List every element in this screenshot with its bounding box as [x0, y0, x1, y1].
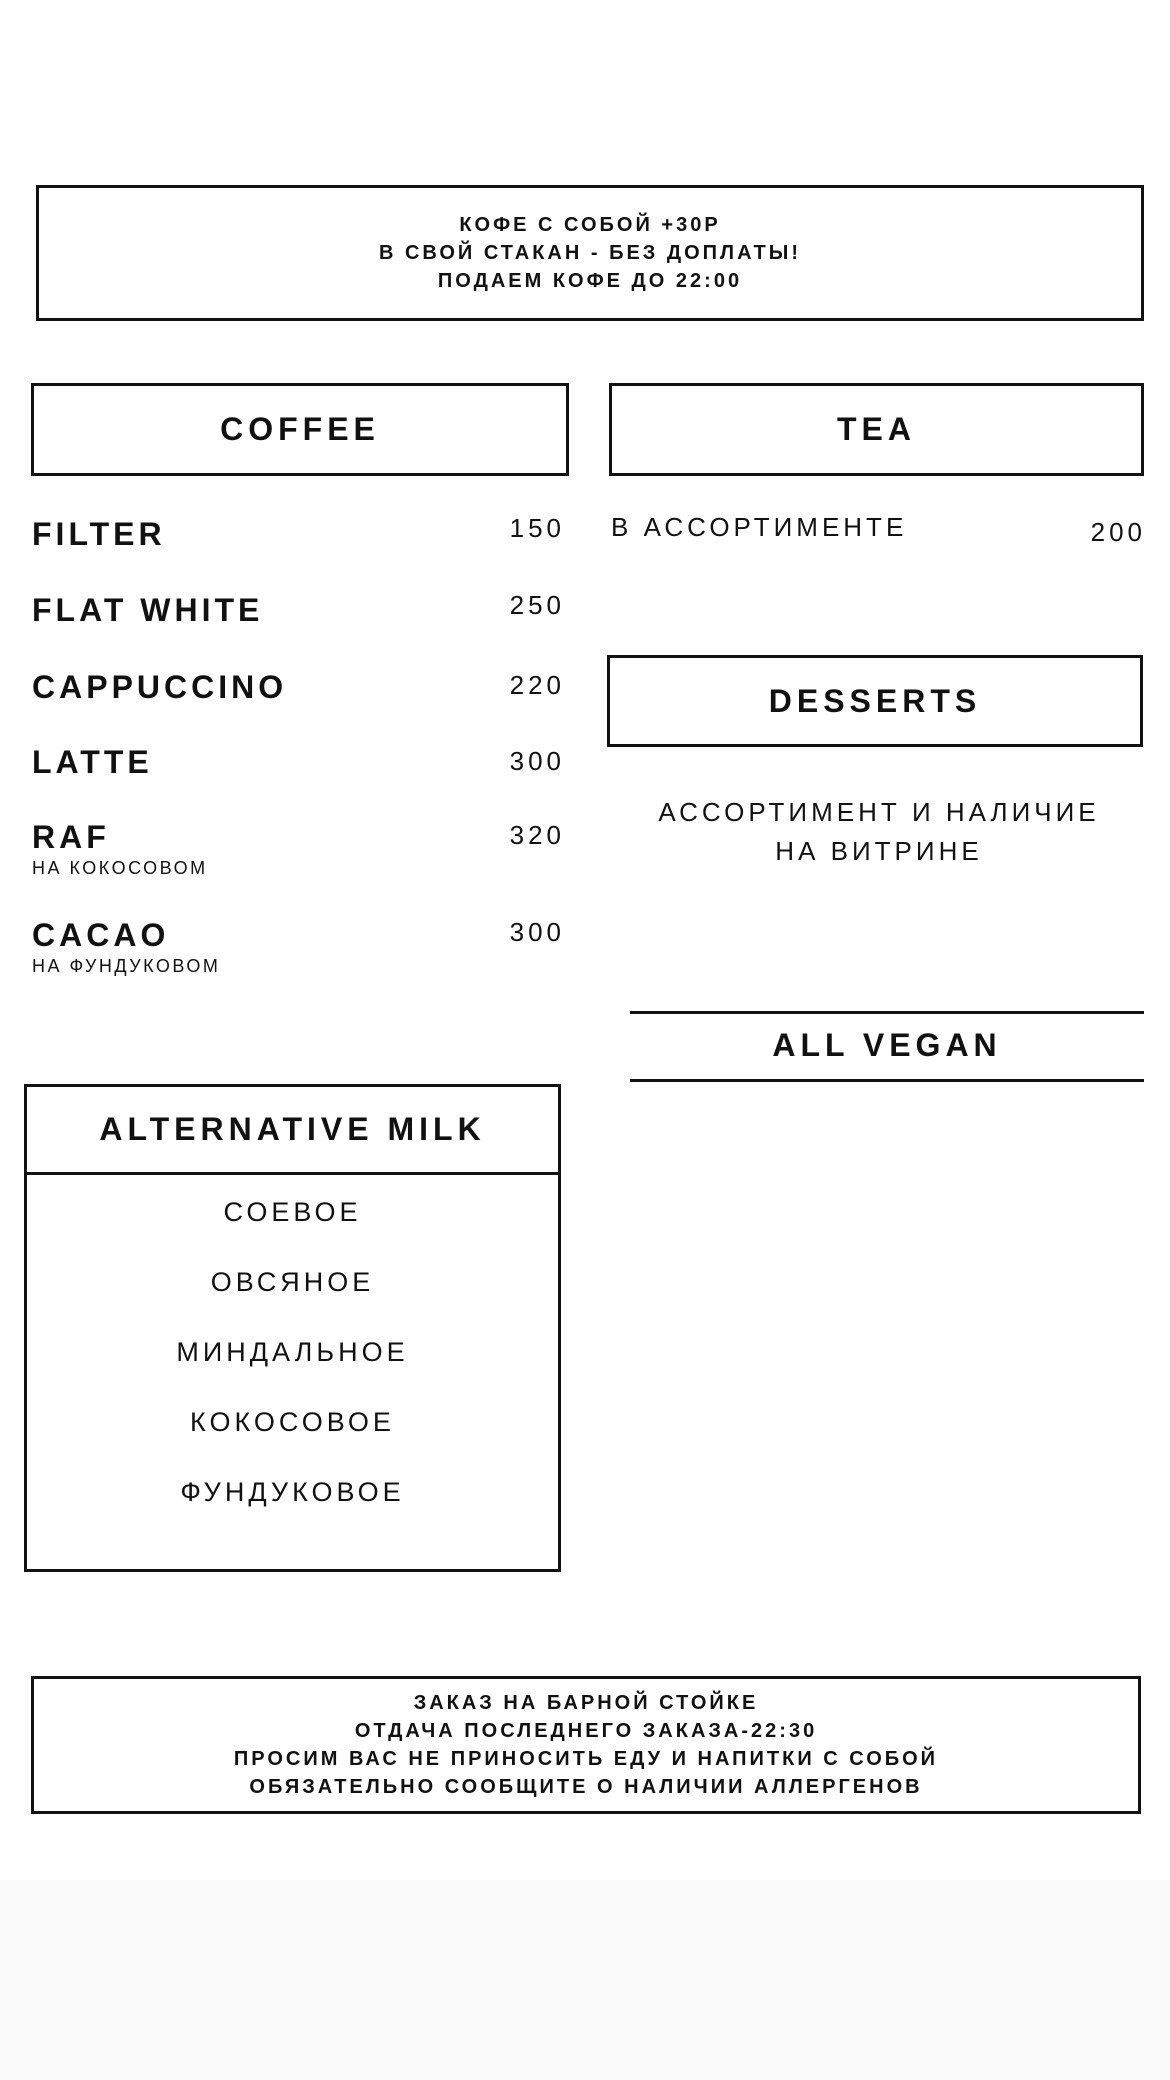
- coffee-item-name: FLAT WHITE: [32, 592, 264, 628]
- coffee-item-name: LATTE: [32, 744, 153, 780]
- tea-heading-box: [609, 383, 1144, 476]
- coffee-item-name: FILTER: [32, 516, 166, 552]
- top-notice-box: [36, 185, 1144, 321]
- coffee-item-price: 250: [509, 590, 565, 620]
- coffee-item-note: НА КОКОСОВОМ: [32, 858, 208, 878]
- alternative-milk-list: [27, 1177, 558, 1527]
- tea-item-price: 200: [1090, 517, 1146, 547]
- coffee-item-price: 220: [509, 670, 565, 700]
- desserts-description-line: АССОРТИМЕНТ И НАЛИЧИЕ: [658, 797, 1100, 827]
- bottom-notice-line: ЗАКАЗ НА БАРНОЙ СТОЙКЕ: [413, 1692, 759, 1714]
- desserts-description-line: НА ВИТРИНЕ: [775, 836, 983, 866]
- top-notice-line: В СВОЙ СТАКАН - БЕЗ ДОПЛАТЫ!: [378, 242, 801, 264]
- milk-option: СОЕВОЕ: [223, 1197, 362, 1227]
- bottom-notice-line: ПРОСИМ ВАС НЕ ПРИНОСИТЬ ЕДУ И НАПИТКИ С СОБОЙ: [233, 1748, 939, 1770]
- milk-option: ФУНДУКОВОЕ: [180, 1477, 405, 1507]
- coffee-item-name: CACAO: [32, 917, 170, 953]
- coffee-item-price: 150: [509, 513, 565, 543]
- bottom-notice-line: ОБЯЗАТЕЛЬНО СООБЩИТЕ О НАЛИЧИИ АЛЛЕРГЕНОВ: [249, 1776, 923, 1798]
- tea-item-name: В АССОРТИМЕНТЕ: [611, 512, 908, 542]
- bottom-notice-box: [31, 1676, 1141, 1814]
- alternative-milk-heading: ALTERNATIVE MILK: [99, 1111, 486, 1147]
- coffee-heading-box: [31, 383, 569, 476]
- vegan-rule-bottom: [630, 1079, 1144, 1082]
- desserts-description: [609, 793, 1149, 871]
- alternative-milk-heading-bar: [27, 1087, 558, 1175]
- milk-option: МИНДАЛЬНОЕ: [176, 1337, 409, 1367]
- coffee-item-name: CAPPUCCINO: [32, 669, 288, 705]
- desserts-heading-box: [607, 655, 1143, 747]
- coffee-item-name: RAF: [32, 819, 110, 855]
- coffee-item-note: НА ФУНДУКОВОМ: [32, 956, 221, 976]
- coffee-heading: COFFEE: [220, 411, 380, 447]
- coffee-item-price: 300: [509, 917, 565, 947]
- top-notice-line: КОФЕ С СОБОЙ +30Р: [459, 214, 721, 236]
- vegan-label: ALL VEGAN: [772, 1027, 1002, 1063]
- coffee-item-price: 300: [509, 746, 565, 776]
- top-notice-line: ПОДАЕМ КОФЕ ДО 22:00: [437, 270, 743, 292]
- vegan-rule-top: [630, 1011, 1144, 1014]
- tea-heading: TEA: [837, 411, 916, 447]
- milk-option: ОВСЯНОЕ: [210, 1267, 375, 1297]
- bottom-notice-line: ОТДАЧА ПОСЛЕДНЕГО ЗАКАЗА-22:30: [354, 1720, 818, 1742]
- page-footer-shade: [0, 1880, 1170, 2080]
- coffee-item-price: 320: [509, 820, 565, 850]
- milk-option: КОКОСОВОЕ: [190, 1407, 395, 1437]
- alternative-milk-box: [24, 1084, 561, 1572]
- desserts-heading: DESSERTS: [768, 682, 982, 719]
